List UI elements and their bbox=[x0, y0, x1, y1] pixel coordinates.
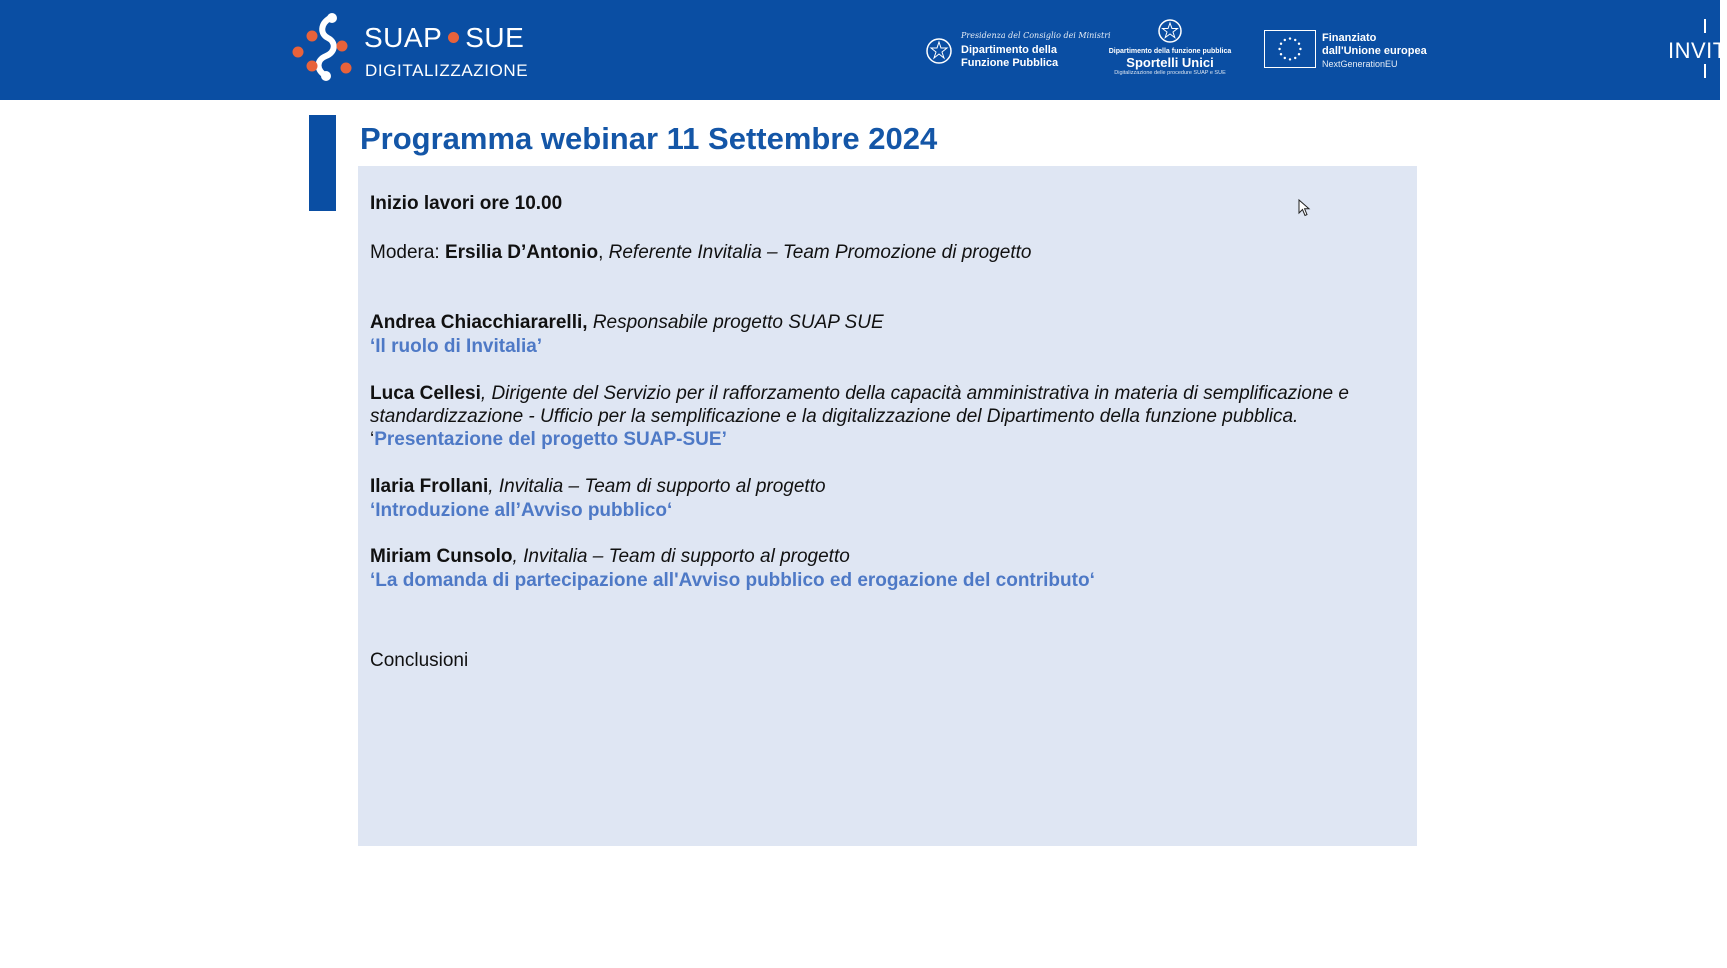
speaker-role: , Dirigente del Servizio per il rafforzamento della capacità amministrativa in materia di semplificazione e bbox=[480, 383, 1349, 404]
suap-sue-logo-icon bbox=[290, 10, 365, 85]
talk-title: ‘La domanda di partecipazione all'Avviso pubblico ed erogazione del contributo‘ bbox=[370, 570, 1095, 591]
speaker-role-continued: standardizzazione - Ufficio per la semplificazione e la digitalizzazione del Dipartimento della funzione pubblica. bbox=[370, 406, 1299, 427]
partner-sportelli-unici: Dipartimento della funzione pubblica Sportelli Unici Digitalizzazione delle procedure SUAP e SUE bbox=[1100, 16, 1240, 76]
talk-title: ‘Il ruolo di Invitalia’ bbox=[370, 336, 543, 357]
start-time: Inizio lavori ore 10.00 bbox=[370, 193, 563, 214]
italian-emblem-icon bbox=[1157, 16, 1183, 46]
brand-title: SUAP SUE bbox=[364, 22, 525, 53]
moderator-line: Modera: Ersilia D’Antonio, Referente Invitalia – Team Promozione di progetto bbox=[370, 242, 1032, 263]
speaker-name: Luca Cellesi bbox=[370, 383, 481, 404]
talk-title: ‘Introduzione all’Avviso pubblico‘ bbox=[370, 500, 673, 521]
speaker-name: Andrea Chiacchiararelli, bbox=[370, 312, 588, 333]
speaker-item bbox=[370, 383, 1349, 405]
speaker-name: Miriam Cunsolo bbox=[370, 546, 513, 567]
speaker-name: Ilaria Frollani bbox=[370, 476, 489, 497]
italian-emblem-icon bbox=[925, 36, 953, 66]
title-accent-bar bbox=[309, 115, 336, 211]
brand-dot bbox=[448, 32, 459, 43]
header-band: SUAP SUE DIGITALIZZAZIONE Presidenza del Consiglio dei Ministri Dipartimento della Funzione Pubblica Dipartimento della funzione pubblica Sportelli Unici Digitalizzazione delle procedure SUAP e SUE Finanziato dall'Unione europea NextGenerationEU INVIT bbox=[0, 0, 1720, 100]
mouse-pointer-icon bbox=[1298, 199, 1310, 217]
slide-title: Programma webinar 11 Settembre 2024 bbox=[360, 121, 938, 156]
closing-item: Conclusioni bbox=[370, 650, 469, 671]
speaker-item bbox=[370, 476, 826, 498]
brand-subtitle: DIGITALIZZAZIONE bbox=[365, 61, 529, 80]
speaker-item bbox=[370, 546, 850, 568]
speaker-role: , Invitalia – Team di supporto al progetto bbox=[488, 476, 826, 497]
speaker-role: , Invitalia – Team di supporto al progetto bbox=[512, 546, 850, 567]
eu-flag-icon bbox=[1264, 30, 1316, 68]
speaker-item bbox=[370, 312, 884, 334]
talk-title: ‘Presentazione del progetto SUAP-SUE’ bbox=[370, 429, 727, 450]
speaker-role: Responsabile progetto SUAP SUE bbox=[587, 312, 884, 333]
